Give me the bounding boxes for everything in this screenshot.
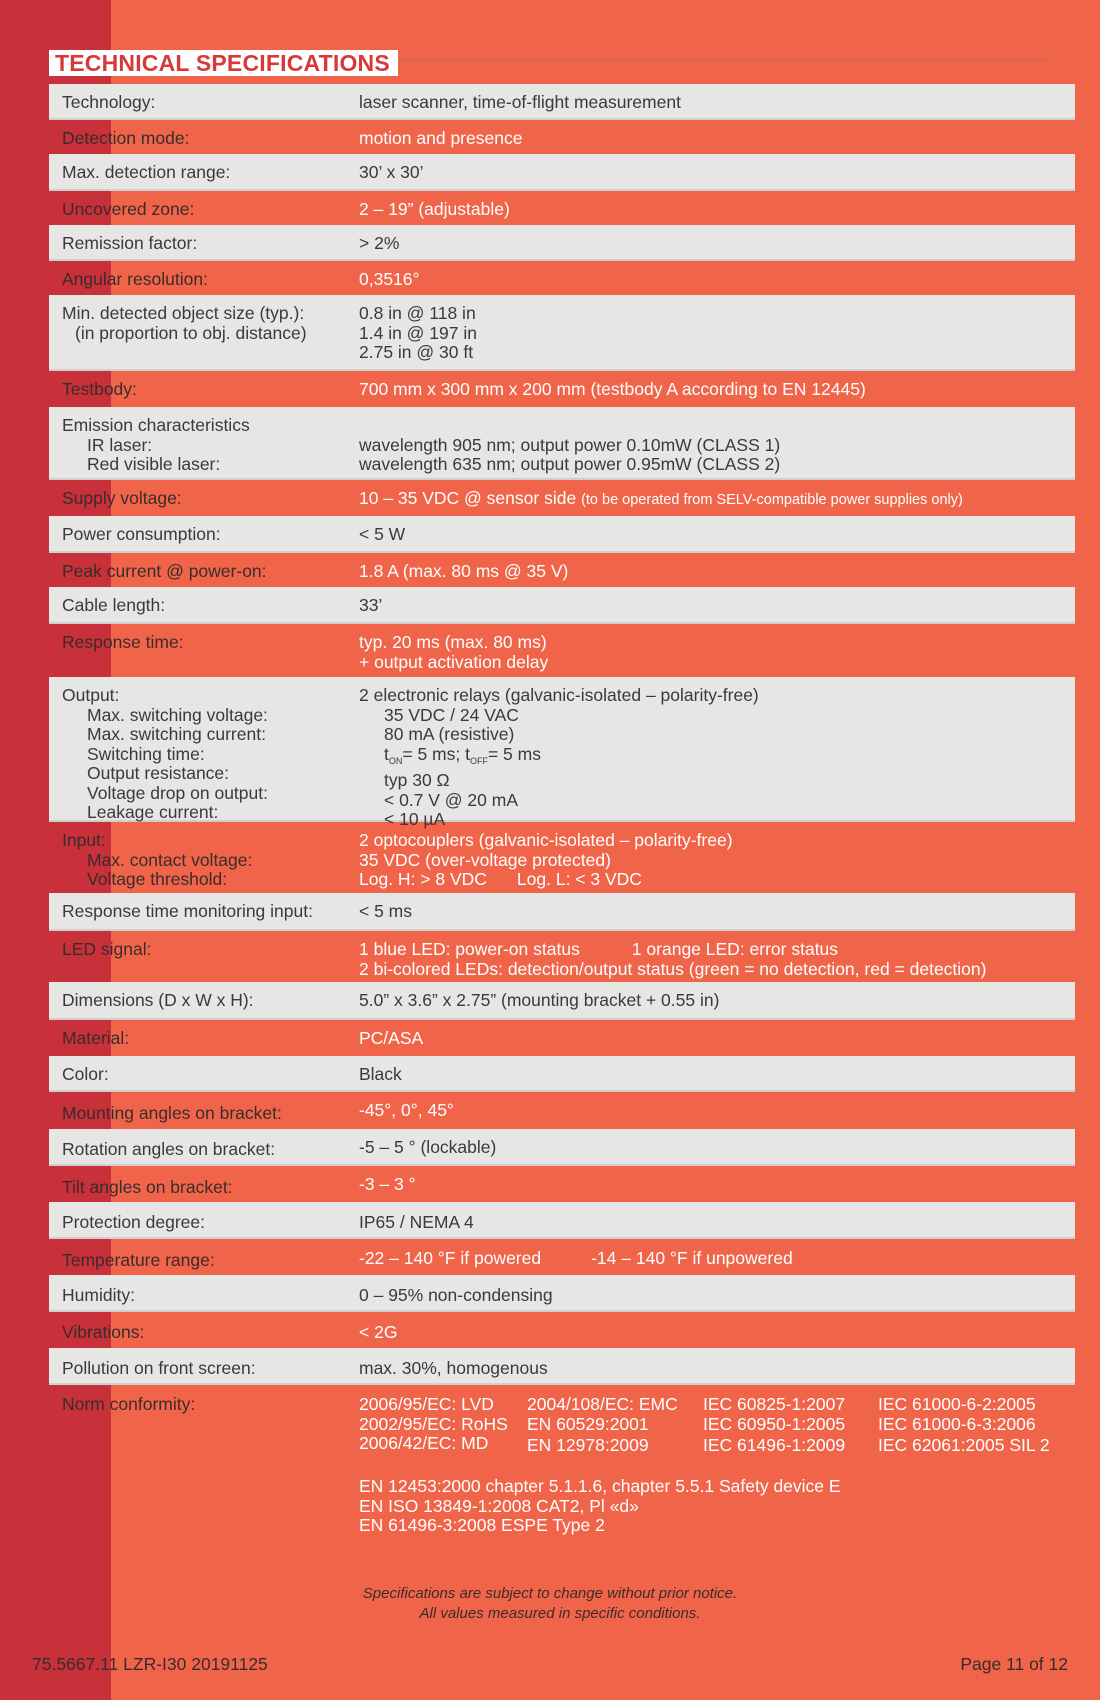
spec-label-main: Output: xyxy=(62,685,120,705)
spec-value: 33’ xyxy=(359,595,383,615)
spec-sublabel: Max. contact voltage: xyxy=(87,849,253,870)
section-header xyxy=(49,50,1049,76)
spec-row-output xyxy=(49,677,1075,829)
spec-value: < 5 W xyxy=(359,524,406,544)
disclaimer-line: All values measured in specific conditions. xyxy=(419,1605,701,1622)
spec-sublabel: Red visible laser: xyxy=(87,454,221,474)
spec-value: < 2G xyxy=(359,1322,398,1342)
spec-label: Humidity: xyxy=(62,1285,135,1305)
disclaimer-note xyxy=(0,1584,1100,1624)
spec-label: Response time: xyxy=(62,632,184,652)
spec-value: 1.8 A (max. 80 ms @ 35 V) xyxy=(359,561,569,581)
spec-value: max. 30%, homogenous xyxy=(359,1358,548,1378)
spec-value: laser scanner, time-of-flight measurement xyxy=(359,92,681,112)
spec-row-input xyxy=(49,822,1075,893)
spec-label: LED signal: xyxy=(62,939,152,959)
threshold-values: Log. H: > 8 VDC Log. L: < 3 VDC xyxy=(359,869,642,889)
norm-item: IEC 60950-1:2005 xyxy=(703,1413,846,1434)
spec-value: < 5 ms xyxy=(359,901,413,921)
spec-value-line: typ. 20 ms (max. 80 ms) xyxy=(359,632,547,652)
spec-label: Response time monitoring input: xyxy=(62,901,313,921)
spec-sublabel: Voltage drop on output: xyxy=(87,782,268,803)
spec-row-supply-voltage xyxy=(49,480,1075,516)
norm-item: IEC 61000-6-3:2006 xyxy=(878,1413,1036,1434)
spec-label-main: Emission characteristics xyxy=(62,415,250,435)
spec-value xyxy=(359,1239,1069,1269)
switching-time-value: $t_{ON}= 5$ ms; $t_{OFF}= 5$ ms xyxy=(384,743,541,766)
spec-label: Norm conformity: xyxy=(62,1394,196,1414)
spec-label: Remission factor: xyxy=(62,233,198,253)
spec-label: Tilt angles on bracket: xyxy=(62,1177,233,1197)
spec-sublabel: Output resistance: xyxy=(87,763,230,783)
spec-value: 700 mm x 300 mm x 200 mm (testbody A according to EN 12445) xyxy=(359,379,866,399)
spec-value-line: 2 bi-colored LEDs: detection/output status (green = no detection, red = detection) xyxy=(359,958,987,979)
spec-row-power-consumption xyxy=(49,516,1075,553)
spec-sublabel: Max. switching current: xyxy=(87,724,266,744)
spec-value: -5 – 5 ° (lockable) xyxy=(359,1137,497,1157)
norm-item: 2004/108/EC: EMC xyxy=(527,1394,678,1414)
spec-row-vibrations xyxy=(49,1312,1075,1348)
norm-column xyxy=(703,1395,845,1456)
spec-label-note: (in proportion to obj. distance) xyxy=(75,322,307,343)
spec-value: > 2% xyxy=(359,233,400,253)
spec-value xyxy=(359,677,1069,830)
spec-row-color xyxy=(49,1056,1075,1092)
spec-label: Detection mode: xyxy=(62,128,190,148)
spec-row-response-time xyxy=(49,624,1075,677)
spec-label: Dimensions (D x W x H): xyxy=(62,990,254,1010)
spec-value xyxy=(359,822,1069,890)
temp-unpowered: -14 – 140 °F if unpowered xyxy=(591,1248,793,1268)
spec-label: Mounting angles on bracket: xyxy=(62,1103,282,1123)
spec-label: Uncovered zone: xyxy=(62,199,195,219)
spec-row-tilt-angles xyxy=(49,1166,1075,1202)
spec-label: Temperature range: xyxy=(62,1250,215,1270)
spec-row-min-object-size xyxy=(49,295,1075,371)
spec-value: -3 – 3 ° xyxy=(359,1174,416,1194)
spec-value: 0 – 95% non-condensing xyxy=(359,1285,553,1305)
spec-row-peak-current xyxy=(49,553,1075,587)
spec-value: Black xyxy=(359,1064,402,1084)
norm-item: IEC 62061:2005 SIL 2 xyxy=(878,1435,1050,1455)
page-title: TECHNICAL SPECIFICATIONS xyxy=(49,50,398,76)
norm-item: IEC 61496-1:2009 xyxy=(703,1435,846,1455)
spec-row-emission xyxy=(49,407,1075,480)
spec-value: 30’ x 30’ xyxy=(359,162,424,182)
spec-value xyxy=(359,295,1069,363)
spec-value-line: 35 VDC (over-voltage protected) xyxy=(359,849,611,870)
spec-row-dimensions xyxy=(49,982,1075,1020)
spec-row-humidity xyxy=(49,1275,1075,1312)
norm-item: 2002/95/EC: RoHS xyxy=(359,1413,508,1434)
spec-sublabel: Leakage current: xyxy=(87,802,219,822)
spec-label: Testbody: xyxy=(62,379,137,399)
spec-label-main: Min. detected object size (typ.): xyxy=(62,303,305,323)
norm-extra-line: EN 12453:2000 chapter 5.1.1.6, chapter 5.5.1 Safety device E xyxy=(359,1476,841,1496)
norm-item: IEC 61000-6-2:2005 xyxy=(878,1394,1036,1414)
spec-label xyxy=(62,407,352,475)
spec-row-detection-mode xyxy=(49,120,1075,154)
spec-value-line: 80 mA (resistive) xyxy=(384,724,515,744)
spec-value-line: 35 VDC / 24 VAC xyxy=(384,704,519,725)
spec-value: 5.0” x 3.6” x 2.75” (mounting bracket + 0.55 in) xyxy=(359,990,720,1010)
spec-row-angular-resolution xyxy=(49,261,1075,295)
spec-label xyxy=(62,677,352,823)
spec-label: Power consumption: xyxy=(62,524,221,544)
spec-table xyxy=(49,84,1075,1540)
spec-value-line: typ 30 Ω xyxy=(384,770,450,790)
spec-row-technology xyxy=(49,84,1075,120)
spec-label-main: Input: xyxy=(62,830,106,850)
spec-label: Max. detection range: xyxy=(62,162,231,182)
spec-value-line: < 10 µA xyxy=(384,809,446,829)
footer-page-number: Page 11 of 12 xyxy=(960,1654,1068,1674)
norm-extra-line: EN ISO 13849-1:2008 CAT2, Pl «d» xyxy=(359,1495,639,1516)
spec-label: Cable length: xyxy=(62,595,166,615)
spec-label: Vibrations: xyxy=(62,1322,145,1342)
led-status-line: 1 blue LED: power-on status 1 orange LED: error status xyxy=(359,939,839,959)
spec-value-main: 10 – 35 VDC @ sensor side xyxy=(359,488,577,508)
spec-value-line: < 0.7 V @ 20 mA xyxy=(384,789,519,810)
spec-row-cable-length xyxy=(49,587,1075,624)
spec-label: Angular resolution: xyxy=(62,269,208,289)
spec-row-remission-factor xyxy=(49,225,1075,261)
header-rule xyxy=(349,60,1049,61)
norm-item: IEC 60825-1:2007 xyxy=(703,1394,846,1414)
spec-row-norm-conformity xyxy=(49,1385,1075,1540)
spec-value-line: 2 electronic relays (galvanic-isolated – polarity-free) xyxy=(359,685,759,705)
spec-value: 2 – 19” (adjustable) xyxy=(359,199,510,219)
norm-extra-line: EN 61496-3:2008 ESPE Type 2 xyxy=(359,1515,605,1535)
spec-value xyxy=(359,480,1069,511)
spec-value-note: (to be operated from SELV-compatible power supplies only) xyxy=(581,492,963,508)
spec-value xyxy=(359,931,1069,979)
spec-sublabel: IR laser: xyxy=(87,434,153,455)
spec-value-line: 1.4 in @ 197 in xyxy=(359,322,477,343)
spec-row-detection-range xyxy=(49,154,1075,191)
spec-label: Material: xyxy=(62,1028,130,1048)
spec-label: Pollution on front screen: xyxy=(62,1358,256,1378)
spec-value-line: wavelength 635 nm; output power 0.95mW (CLASS 2) xyxy=(359,454,781,474)
temp-powered: -22 – 140 °F if powered xyxy=(359,1248,542,1268)
norm-column xyxy=(878,1395,1050,1456)
spec-value-line: 2 optocouplers (galvanic-isolated – polarity-free) xyxy=(359,830,733,850)
spec-label: Supply voltage: xyxy=(62,488,182,508)
spec-value-line: wavelength 905 nm; output power 0.10mW (CLASS 1) xyxy=(359,434,781,455)
spec-row-monitoring-response xyxy=(49,893,1075,931)
spec-row-protection-degree xyxy=(49,1202,1075,1239)
spec-value-line: + output activation delay xyxy=(359,651,549,672)
spec-row-led-signal xyxy=(49,931,1075,982)
spec-value: IP65 / NEMA 4 xyxy=(359,1212,474,1232)
norm-extra xyxy=(359,1477,1069,1536)
spec-value: motion and presence xyxy=(359,128,523,148)
spec-label: Color: xyxy=(62,1064,109,1084)
norm-column xyxy=(359,1395,508,1454)
spec-sublabel: Switching time: xyxy=(87,743,205,764)
spec-label xyxy=(62,295,352,343)
norm-column xyxy=(527,1395,678,1456)
spec-row-testbody xyxy=(49,371,1075,407)
spec-value xyxy=(359,624,1069,672)
spec-sublabel: Max. switching voltage: xyxy=(87,704,268,725)
spec-label: Protection degree: xyxy=(62,1212,206,1232)
spec-value: 0,3516° xyxy=(359,269,420,289)
spec-value-line: 2.75 in @ 30 ft xyxy=(359,342,474,362)
norm-item: EN 60529:2001 xyxy=(527,1413,649,1434)
spec-value-line: 0.8 in @ 118 in xyxy=(359,303,476,323)
spec-row-mounting-angles xyxy=(49,1092,1075,1129)
spec-sublabel: Voltage threshold: xyxy=(87,869,228,889)
spec-row-uncovered-zone xyxy=(49,191,1075,225)
spec-value xyxy=(359,407,1069,475)
footer-doc-id: 75.5667.11 LZR-I30 20191125 xyxy=(32,1654,268,1674)
spec-value: PC/ASA xyxy=(359,1028,424,1048)
norm-item: EN 12978:2009 xyxy=(527,1435,649,1455)
spec-row-rotation-angles xyxy=(49,1129,1075,1166)
spec-label: Rotation angles on bracket: xyxy=(62,1139,276,1159)
spec-row-material xyxy=(49,1020,1075,1056)
disclaimer-line: Specifications are subject to change without prior notice. xyxy=(362,1585,738,1602)
spec-label: Peak current @ power-on: xyxy=(62,561,267,581)
norm-item: 2006/42/EC: MD xyxy=(359,1433,489,1453)
spec-label xyxy=(62,822,352,890)
norm-item: 2006/95/EC: LVD xyxy=(359,1394,494,1414)
spec-label: Technology: xyxy=(62,92,156,112)
spec-row-pollution xyxy=(49,1348,1075,1385)
spec-row-temperature-range xyxy=(49,1239,1075,1275)
spec-value: -45°, 0°, 45° xyxy=(359,1100,454,1120)
